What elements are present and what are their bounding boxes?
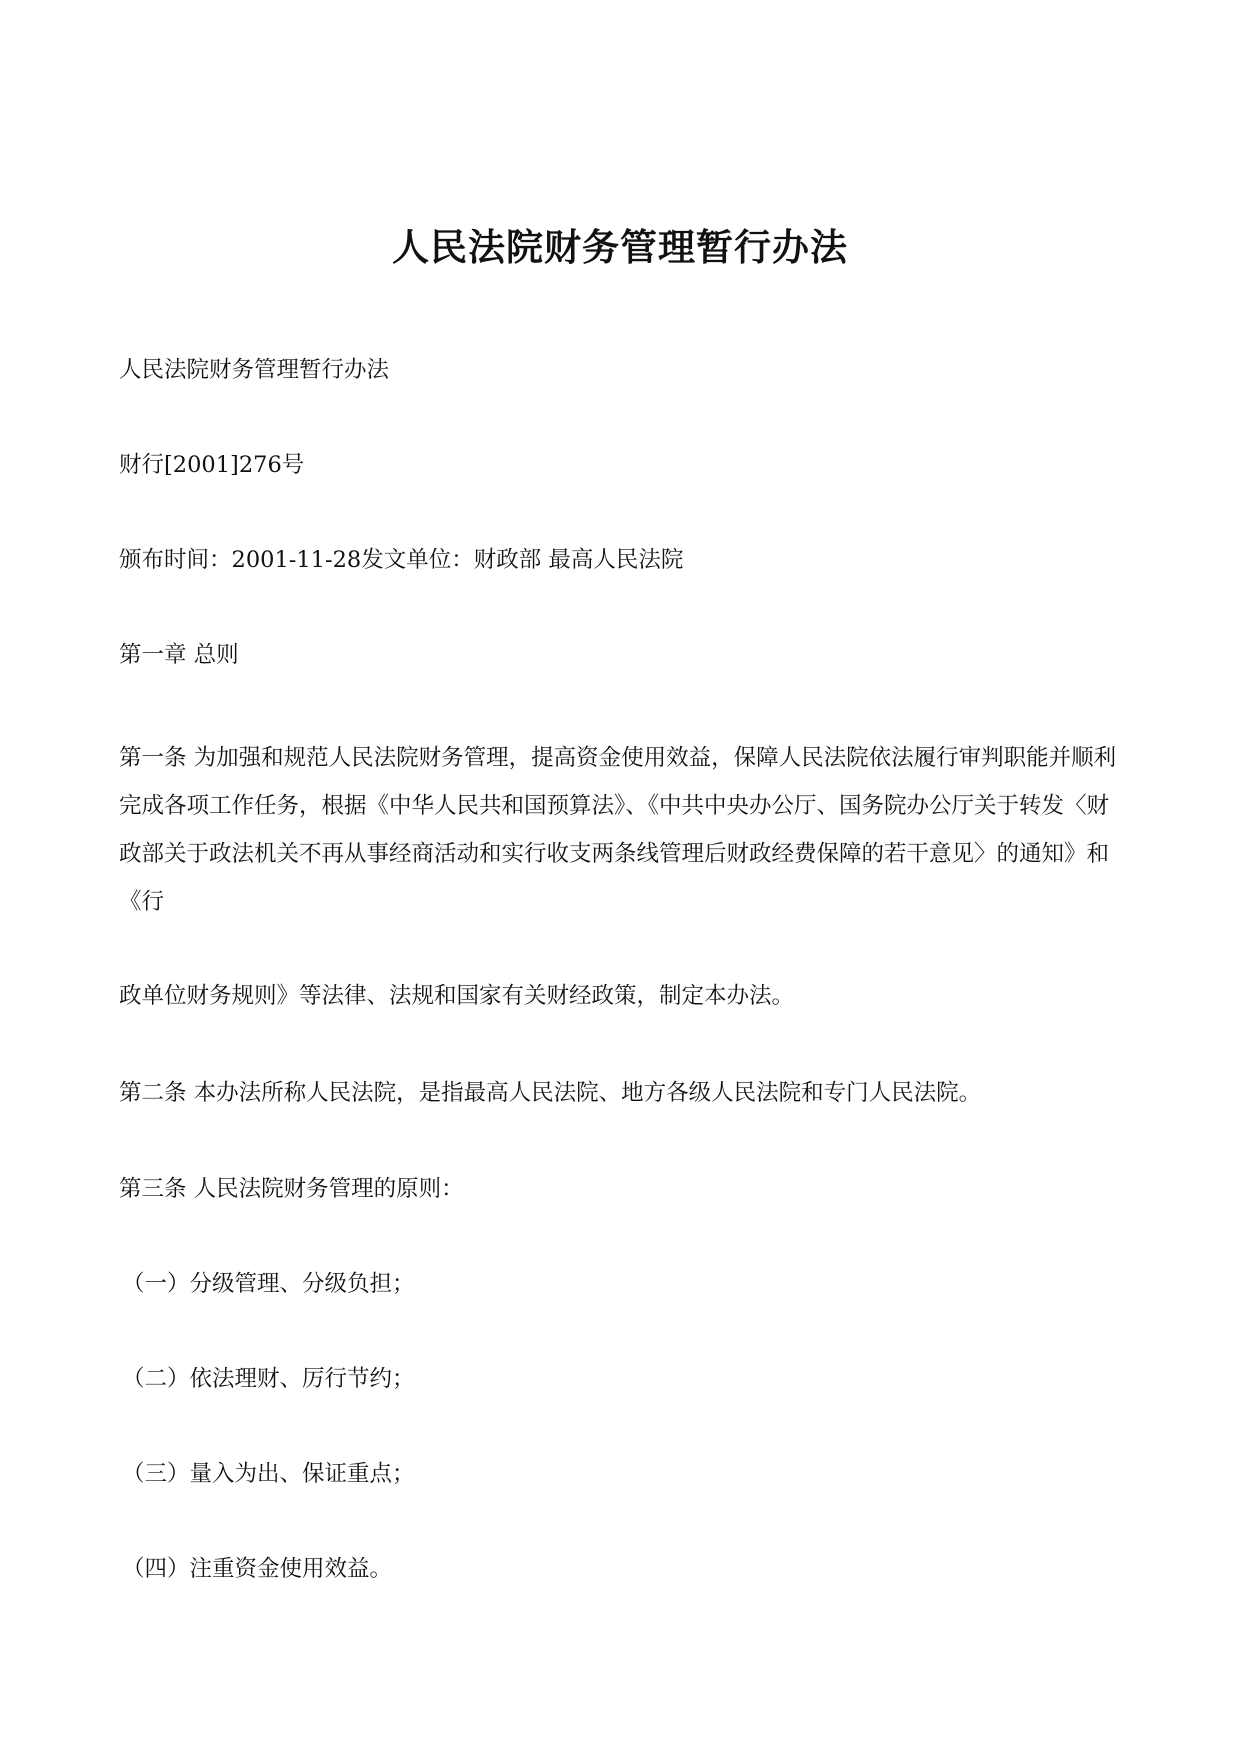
document-title: 人民法院财务管理暂行办法 xyxy=(392,225,848,269)
list-item: （四）注重资金使用效益。 xyxy=(122,1556,393,1582)
article-1: 第一条 为加强和规范人民法院财务管理，提高资金使用效益，保障人民法院依法履行审判职能并顺利完成各项工作任务，根据《中华人民共和国预算法》、《中共中央办公厅、国务院办公厅关于转发〈财政部关于政法机关不再从事经商活动和实行收支两条线管理后财政经费保障的若干意见〉的通知》和《行 xyxy=(119,745,1117,915)
issue-info: 颁布时间：2001-11-28发文单位：财政部 最高人民法院 xyxy=(119,547,684,573)
article-3: 第三条 人民法院财务管理的原则： xyxy=(119,1176,464,1202)
article-1-continued: 政单位财务规则》等法律、法规和国家有关财经政策，制定本办法。 xyxy=(119,983,795,1009)
list-item: （三）量入为出、保证重点； xyxy=(122,1461,415,1487)
document-header-line: 人民法院财务管理暂行办法 xyxy=(119,357,390,383)
chapter-heading: 第一章 总则 xyxy=(119,642,239,668)
article-2: 第二条 本办法所称人民法院，是指最高人民法院、地方各级人民法院和专门人民法院。 xyxy=(119,1080,982,1106)
list-item: （一）分级管理、分级负担； xyxy=(122,1271,415,1297)
list-item: （二）依法理财、厉行节约； xyxy=(122,1366,415,1392)
document-number: 财行[2001]276号 xyxy=(119,452,305,478)
